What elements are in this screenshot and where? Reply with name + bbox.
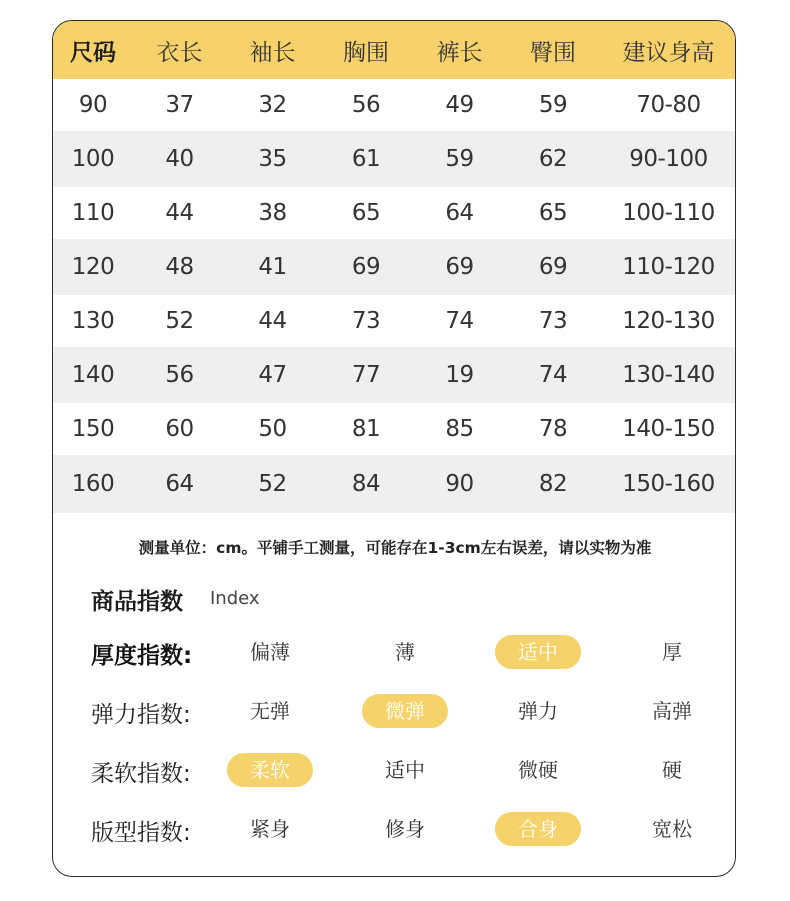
- header-size: 尺码: [70, 39, 116, 66]
- table-cell: 60: [165, 416, 194, 442]
- table-cell: 73: [538, 308, 568, 334]
- index-option: 适中: [385, 758, 425, 782]
- header-hip: 臀围: [530, 39, 576, 66]
- table-cell: 40: [165, 146, 194, 172]
- table-cell: 32: [258, 92, 287, 118]
- table-cell: 78: [538, 416, 568, 442]
- table-cell: 50: [258, 416, 287, 442]
- table-cell: 52: [258, 471, 287, 497]
- index-option-selected: 柔软: [227, 753, 313, 787]
- header-chest: 胸围: [343, 39, 389, 66]
- header-height: 建议身高: [622, 39, 715, 66]
- table-cell: 81: [351, 416, 381, 442]
- table-row: [53, 455, 736, 513]
- table-cell: 90-100: [629, 146, 708, 172]
- table-cell: 69: [351, 254, 381, 280]
- table-cell: 70-80: [636, 92, 701, 118]
- table-cell: 19: [445, 362, 474, 388]
- table-cell: 69: [538, 254, 568, 280]
- table-cell: 59: [445, 146, 474, 172]
- table-cell: 160: [71, 471, 115, 497]
- table-row: [53, 347, 736, 403]
- index-option-selected: 适中: [495, 635, 581, 669]
- table-cell: 150: [71, 416, 115, 442]
- index-option-selected: 微弹: [362, 694, 448, 728]
- table-cell: 90: [78, 92, 108, 118]
- table-cell: 44: [258, 308, 287, 334]
- index-option: 高弹: [652, 699, 692, 723]
- index-row: [53, 633, 736, 671]
- index-row: [53, 810, 736, 848]
- index-option: 紧身: [250, 817, 290, 841]
- table-cell: 110-120: [622, 254, 715, 280]
- table-cell: 74: [538, 362, 568, 388]
- table-cell: 110: [71, 200, 115, 226]
- index-row: [53, 751, 736, 789]
- table-row: [53, 295, 736, 347]
- index-row-label: 厚度指数:: [91, 643, 193, 669]
- table-cell: 120-130: [622, 308, 715, 334]
- table-cell: 100: [71, 146, 115, 172]
- table-cell: 100-110: [622, 200, 715, 226]
- table-body: [53, 79, 736, 513]
- table-cell: 44: [165, 200, 194, 226]
- index-subtitle: Index: [210, 588, 260, 609]
- table-cell: 47: [258, 362, 287, 388]
- table-cell: 56: [165, 362, 194, 388]
- table-cell: 64: [445, 200, 474, 226]
- table-cell: 64: [165, 471, 194, 497]
- table-cell: 90: [445, 471, 474, 497]
- table-cell: 52: [165, 308, 194, 334]
- table-cell: 35: [258, 146, 287, 172]
- index-option: 薄: [395, 640, 415, 664]
- table-cell: 84: [351, 471, 381, 497]
- index-option: 无弹: [250, 699, 290, 723]
- index-title: 商品指数: [91, 589, 183, 615]
- table-cell: 140: [71, 362, 115, 388]
- table-cell: 38: [258, 200, 287, 226]
- header-pants-length: 裤长: [436, 39, 483, 66]
- table-cell: 62: [538, 146, 568, 172]
- table-cell: 130: [71, 308, 115, 334]
- table-header-row: [53, 21, 736, 79]
- table-cell: 56: [351, 92, 381, 118]
- index-option: 微硬: [518, 758, 558, 782]
- table-row: [53, 131, 736, 187]
- measurement-note: 测量单位：cm。平铺手工测量，可能存在1-3cm左右误差，请以实物为准: [138, 539, 652, 557]
- header-sleeve: 袖长: [249, 39, 296, 66]
- header-length: 衣长: [156, 39, 203, 66]
- index-option: 偏薄: [250, 640, 290, 664]
- table-cell: 69: [445, 254, 474, 280]
- table-cell: 74: [445, 308, 474, 334]
- index-row-label: 弹力指数:: [91, 702, 191, 728]
- index-row: [53, 692, 736, 730]
- table-cell: 150-160: [622, 471, 715, 497]
- table-cell: 65: [538, 200, 568, 226]
- index-option: 硬: [662, 758, 682, 782]
- table-cell: 61: [351, 146, 381, 172]
- table-cell: 37: [165, 92, 194, 118]
- table-cell: 73: [351, 308, 381, 334]
- table-cell: 77: [351, 362, 381, 388]
- table-cell: 82: [538, 471, 568, 497]
- table-row: [53, 79, 736, 131]
- table-cell: 48: [165, 254, 194, 280]
- table-cell: 49: [445, 92, 474, 118]
- size-table: [53, 21, 736, 513]
- size-chart-card: [52, 20, 736, 877]
- table-cell: 59: [538, 92, 568, 118]
- index-row-label: 柔软指数:: [91, 761, 191, 787]
- index-option: 厚: [662, 640, 682, 664]
- table-row: [53, 239, 736, 295]
- table-cell: 65: [351, 200, 381, 226]
- index-option: 修身: [385, 817, 425, 841]
- index-option-selected: 合身: [495, 812, 581, 846]
- index-option: 宽松: [652, 817, 692, 841]
- index-row-label: 版型指数:: [91, 820, 191, 846]
- index-option: 弹力: [518, 699, 558, 723]
- table-cell: 130-140: [622, 362, 715, 388]
- table-cell: 140-150: [622, 416, 715, 442]
- table-cell: 120: [71, 254, 115, 280]
- table-row: [53, 403, 736, 455]
- table-cell: 85: [445, 416, 474, 442]
- table-row: [53, 187, 736, 239]
- table-cell: 41: [258, 254, 287, 280]
